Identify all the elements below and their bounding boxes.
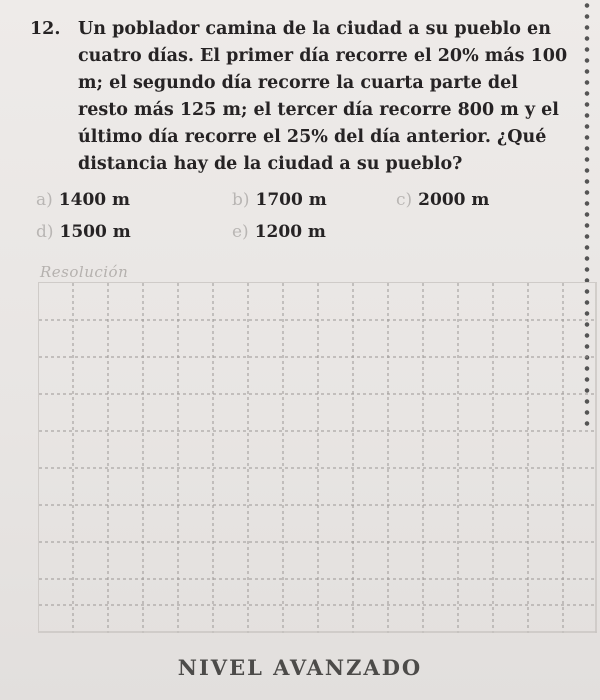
option-value: 2000 m [418, 190, 490, 210]
problem-number: 12. [30, 19, 61, 39]
option-value: 1200 m [254, 222, 326, 242]
section-title: NIVEL AVANZADO [177, 655, 423, 680]
option-value: 1700 m [255, 190, 327, 210]
option-c [396, 190, 489, 210]
option-letter: c) [396, 190, 413, 210]
resolution-grid[interactable] [38, 282, 597, 633]
option-letter: d) [36, 222, 54, 242]
option-value: 1500 m [59, 222, 131, 242]
option-letter: e) [232, 222, 249, 242]
option-e [232, 222, 326, 242]
option-b [232, 190, 327, 210]
option-letter: b) [232, 190, 250, 210]
option-letter: a) [36, 190, 53, 210]
grid-lines [39, 283, 597, 633]
problem-text: Un poblador camina de la ciudad a su pueblo en cuatro días. El primer día recorre el 20% más 100 m; el segundo día recorre la cuarta parte del resto más 125 m; el tercer día recorre 800 m y el último día recorre el 25% del día anterior. ¿Qué distancia hay de la ciudad a su pueblo? [78, 19, 568, 174]
resolution-label: Resolución [40, 263, 129, 281]
problem-statement [30, 16, 570, 178]
option-value: 1400 m [58, 190, 131, 210]
option-d [36, 222, 131, 242]
option-a [36, 190, 130, 210]
